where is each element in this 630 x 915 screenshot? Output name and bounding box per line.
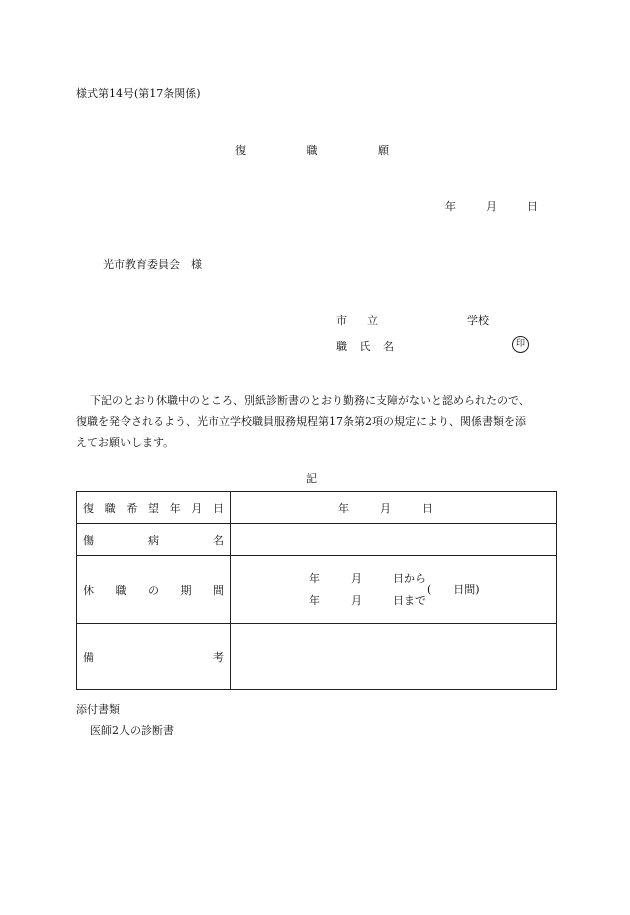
leave-to [309,592,426,608]
date-day: 日 [527,200,538,213]
date-year: 年 [445,200,456,213]
applicant-school-line [336,312,378,328]
position-name-label [336,338,394,354]
label-char: 日 [212,501,224,515]
from-day: 日から [393,572,426,585]
label-char: 職 [115,583,127,597]
desired-return-date-label [77,492,231,524]
from-year: 年 [309,572,320,585]
table-row [77,624,557,690]
leave-period-value[interactable] [231,556,557,624]
position-char: 氏 [359,340,371,353]
label-char: 病 [148,533,159,547]
addressee: 光市教育委員会 様 [103,258,202,271]
body-line-2: 復職を発令されるよう、光市立学校職員服務規程第17条第2項の規定により、関係書類を添 [76,415,526,428]
label-char: 名 [213,533,224,547]
to-day: 日まで [393,594,426,607]
label-char: 月 [191,501,203,515]
application-table [76,491,557,690]
label-char: 復 [83,501,94,515]
label-char: 望 [147,501,159,515]
document-title [235,142,389,158]
label-char: 職 [104,501,116,515]
date-line [445,198,538,214]
to-year: 年 [309,594,320,607]
leave-from [309,570,426,586]
illness-name-value[interactable] [231,524,557,556]
remarks-value[interactable] [231,624,557,690]
remarks-label [77,624,231,690]
label-char: 年 [169,501,181,515]
table-row [77,492,557,524]
table-row [77,524,557,556]
body-line-1: 下記のとおり休職中のところ、別紙診断書のとおり勤務に支障がないと認められたので、 [90,394,530,407]
leave-period-label [77,556,231,624]
ki-heading: 記 [306,472,317,485]
date-month: 月 [380,501,391,515]
body-line-3: えてお願いします。 [76,436,175,449]
title-char: 願 [378,144,389,157]
to-month: 月 [351,594,362,607]
label-char: 希 [126,501,138,515]
title-char: 職 [306,144,318,157]
attachments-item: 医師2人の診断書 [90,724,174,737]
table-row [77,556,557,624]
established-label: 立 [367,314,378,327]
date-day: 日 [422,501,433,515]
attachments-heading: 添付書類 [76,703,120,716]
position-char: 職 [336,340,347,353]
form-number: 様式第14号(第17条関係) [76,87,201,100]
desired-return-date-value[interactable] [231,492,557,524]
label-char: 間 [213,583,224,597]
title-char: 復 [235,144,246,157]
label-char: 期 [180,583,192,597]
label-char: 傷 [83,533,94,547]
from-month: 月 [351,572,362,585]
position-char: 名 [383,340,394,353]
label-char: 休 [83,583,94,597]
city-label: 市 [336,314,347,327]
school-label: 学校 [467,314,489,327]
illness-name-label [77,524,231,556]
label-char: 考 [213,650,224,664]
date-month: 月 [486,200,497,213]
leave-days: ( 日間) [427,583,480,596]
label-char: 備 [83,650,94,664]
seal-mark: 印 [512,336,529,353]
date-year: 年 [338,501,349,515]
label-char: の [148,583,159,597]
